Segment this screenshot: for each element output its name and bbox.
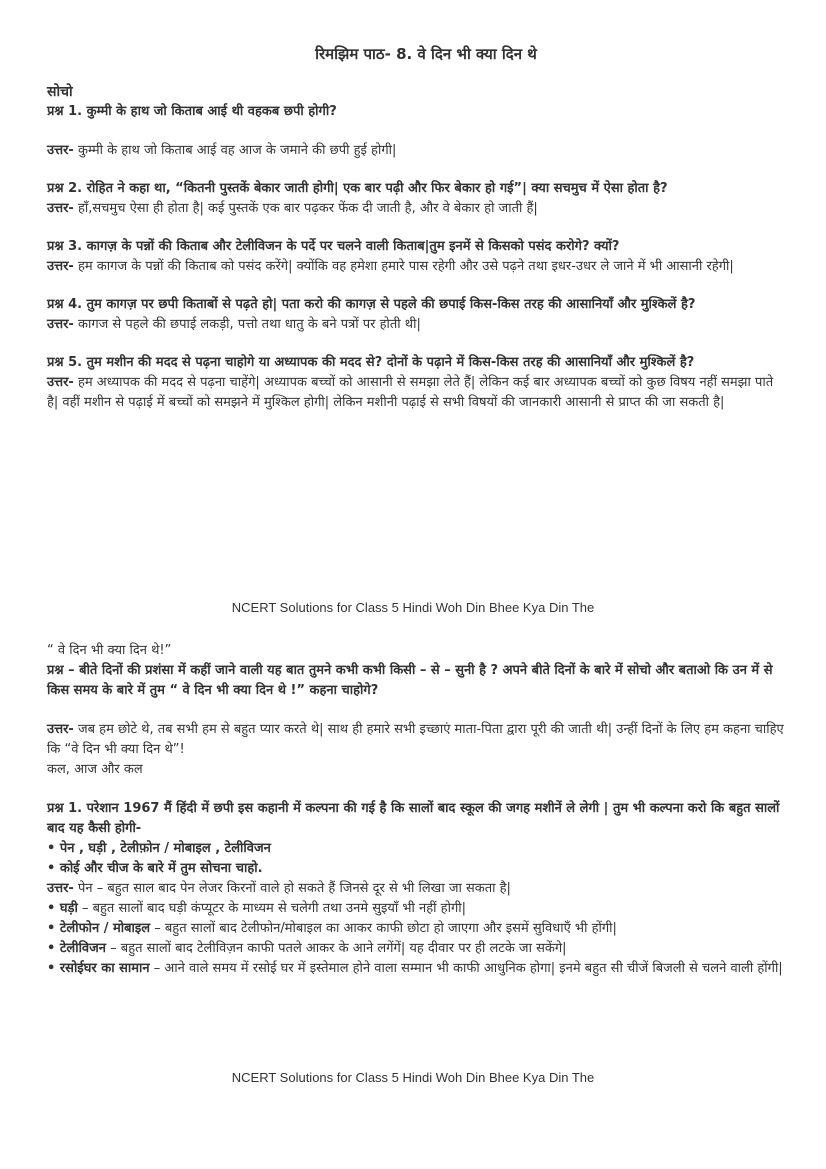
- page-title: रिमझिम पाठ- 8. वे दिन भी क्या दिन थे: [315, 45, 537, 63]
- answer-5: [47, 373, 787, 413]
- question-4: प्रश्न 4. तुम कागज़ पर छपी किताबों से पढ़ते हो| पता करो की कागज़ से पहले की छपाई किस-किस तरह की आसानियाँ और मुश्किलें है?: [47, 297, 696, 312]
- answer-label: उत्तर-: [47, 201, 74, 216]
- answer-3: [47, 257, 787, 277]
- footer-caption: NCERT Solutions for Class 5 Hindi Woh Din Bhee Kya Din The: [231, 600, 595, 615]
- list-item: [47, 899, 787, 919]
- answer-label: उत्तर-: [47, 722, 74, 737]
- answer-2-text: हाँ,सचमुच ऐसा ही होता है| कई पुस्तकें एक बार पढ़कर फेंक दी जाती है, और वे बेकार हो जाती हैं|: [77, 201, 538, 216]
- list-item-key: • टेलीविजन: [47, 941, 107, 956]
- question-2: प्रश्न 2. रोहित ने कहा था, “कितनी पुस्तकें बेकार जाती होगी| एक बार पढ़ी और फिर बेकार हो गई”| क्या सचमुच में ऐसा होता है?: [47, 181, 668, 196]
- footer-caption: NCERT Solutions for Class 5 Hindi Woh Din Bhee Kya Din The: [231, 1070, 595, 1085]
- answer-label: उत्तर-: [47, 143, 74, 158]
- list-item-text: – बहुत सालों बाद टेलीफोन/मोबाइल का आकर काफी छोटा हो जाएगा और इसमें सुविधाएँ भी होंगी|: [150, 921, 617, 936]
- list-item: [47, 939, 787, 959]
- section-2: [47, 641, 787, 979]
- page-body: [47, 44, 787, 413]
- section-heading-sochon: सोचो: [47, 84, 73, 100]
- answer-label: उत्तर-: [47, 375, 74, 390]
- section-2-answer: [47, 720, 787, 760]
- answer-1: [47, 141, 787, 161]
- section-2-quote: “ वे दिन भी क्या दिन थे!”: [47, 643, 172, 658]
- question-1: प्रश्न 1. कुम्मी के हाथ जो किताब आई थी वहकब छपी होगी?: [47, 104, 337, 119]
- question-bullet: • पेन , घड़ी , टेलीफ़ोन / मोबाइल , टेलीविजन: [47, 841, 271, 856]
- question-5: प्रश्न 5. तुम मशीन की मदद से पढ़ना चाहोगे या अध्यापक की मदद से? दोनों के पढ़ाने में किस-किस तरह की आसानियाँ और मुश्किलें है?: [47, 355, 695, 370]
- question-bullet: • कोई और चीज के बारे में तुम सोचना चाहो.: [47, 861, 263, 876]
- answer-label: उत्तर-: [47, 259, 74, 274]
- answer-4: [47, 315, 787, 335]
- answer-4-text: कागज से पहले की छपाई लकड़ी, पत्तो तथा धातु के बने पत्रों पर होती थी|: [77, 317, 421, 332]
- list-item: [47, 959, 787, 979]
- section-2-answer-1-text: पेन – बहुत साल बाद पेन लेजर किरनों वाले हो सकते हैं जिनसे दूर से भी लिखा जा सकता है|: [77, 881, 511, 896]
- list-item-key: • टेलीफोन / मोबाइल: [47, 921, 151, 936]
- list-item-text: – बहुत सालों बाद टेलीविज़न काफी पतले आकर के आने लगेंगें| यह दीवार पर ही लटके जा सकेंगे|: [106, 941, 567, 956]
- list-item: [47, 919, 787, 939]
- answer-3-text: हम कागज के पन्नों की किताब को पसंद करेंगे| क्योंकि वह हमेशा हमारे पास रहेगी और उसे पढ़ने तथा इधर-उधर ले जाने में भी आसानी रहेगी|: [77, 259, 734, 274]
- answer-2: [47, 199, 787, 219]
- question-3: प्रश्न 3. कागज़ के पन्नों की किताब और टेलीविजन के पर्दे पर चलने वाली किताब|तुम इनमें से किसको पसंद करोगे? क्यों?: [47, 239, 620, 254]
- section-2-subheading: कल, आज और कल: [47, 762, 143, 777]
- list-item-text: – आने वाले समय में रसोई घर में इस्तेमाल होने वाला सम्मान भी काफी आधुनिक होगा| इनमे बहुत सी चीजें बिजली से चलने वाली होंगी|: [149, 961, 783, 976]
- section-2-question: प्रश्न – बीते दिनों की प्रशंसा में कहीं जाने वाली यह बात तुमने कभी कभी किसी – से – सुनी है ? अपने बीते दिनों के बारे में सोचो और बताओ कि उन में से किस समय के बारे में तुम “ वे दिन भी क्या दिन थे !” कहना चाहोगे?: [47, 663, 773, 698]
- section-2-answer-1: [47, 879, 787, 899]
- answer-5-text: हम अध्यापक की मदद से पढ़ना चाहेंगे| अध्यापक बच्चों को आसानी से समझा लेते हैं| लेकिन कई बार अध्यापक बच्चों को कुछ विषय नहीं समझा पाते है| वहीं मशीन से पढ़ाई में बच्चों को समझने में मुश्किल होगी| लेकिन मशीनी पढ़ाई से सभी विषयों की जानकारी आसानी से प्राप्त की जा सकती है|: [47, 375, 774, 410]
- section-2-question-1: प्रश्न 1. परेशान 1967 मैं हिंदी में छपी इस कहानी में कल्पना की गई है कि सालों बाद स्कूल की जगह मशीनें ले लेगी | तुम भी कल्पना करो कि बहुत सालों बाद यह कैसी होगी-: [47, 801, 780, 836]
- list-item-text: – बहुत सालों बाद घड़ी कंप्यूटर के माध्यम से चलेगी तथा उनमे सुइयाँ भी नहीं होगी|: [77, 901, 467, 916]
- answer-label: उत्तर-: [47, 317, 74, 332]
- section-2-answer-text: जब हम छोटे थे, तब सभी हम से बहुत प्यार करते थे| साथ ही हमारे सभी इच्छाएं माता-पिता द्वारा पूरी की जाती थी| उन्हीं दिनों के लिए हम कहना चाहिए कि “वे दिन भी क्या दिन थे”!: [47, 722, 784, 757]
- answer-1-text: कुम्मी के हाथ जो किताब आई वह आज के जमाने की छपी हुई होगी|: [77, 143, 397, 158]
- list-item-key: • घड़ी: [47, 901, 78, 916]
- answer-label: उत्तर-: [47, 881, 74, 896]
- list-item-key: • रसोईघर का सामान: [47, 961, 150, 976]
